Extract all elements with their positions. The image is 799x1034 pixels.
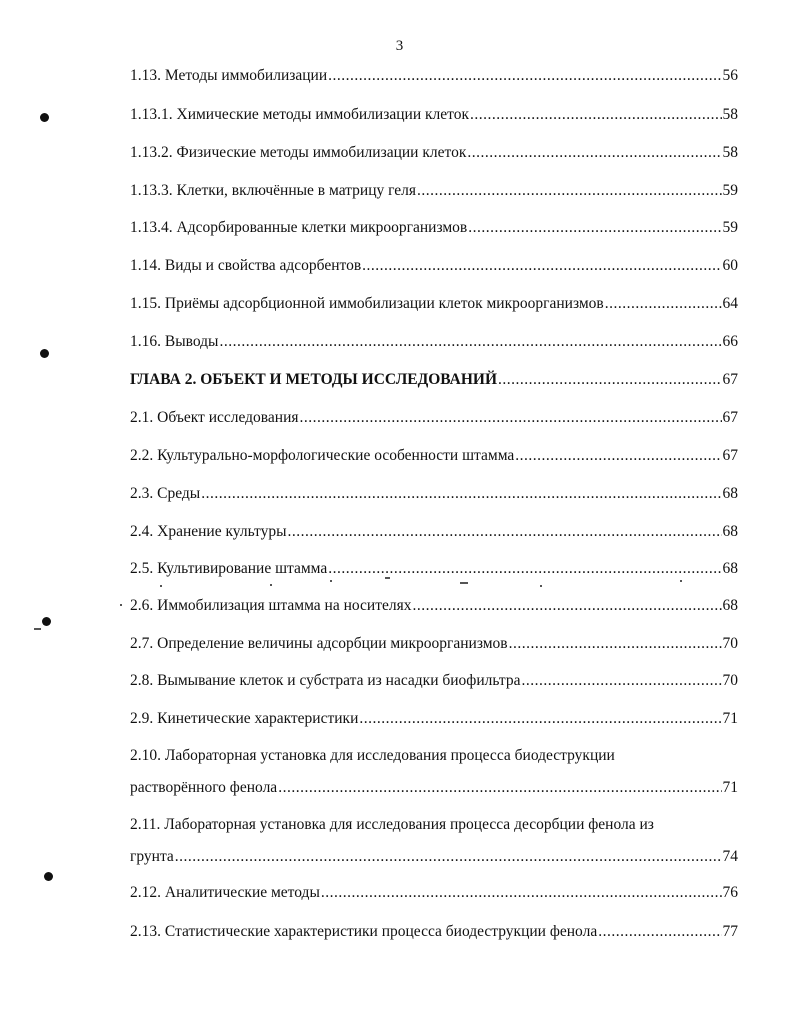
toc-leader-dots (201, 484, 721, 504)
toc-entry-label: 2.6. Иммобилизация штамма на носителях (130, 597, 412, 614)
toc-entry-2-3 (130, 484, 738, 504)
toc-entry-1-13 (130, 66, 738, 86)
toc-entry-label: 1.15. Приёмы адсорбционной иммобилизации клеток микроорганизмов (130, 295, 604, 312)
toc-entry-label: 2.1. Объект исследования (130, 409, 299, 426)
toc-entry-label: 2.12. Аналитические методы (130, 884, 320, 901)
toc-leader-dots (328, 559, 721, 579)
toc-entry-2-5 (130, 559, 738, 579)
toc-entry-page: 59 (722, 219, 738, 236)
toc-entry-page: 60 (722, 257, 738, 274)
toc-entry-page: 67 (722, 371, 738, 388)
toc-entry-page: 76 (722, 884, 738, 901)
toc-entry-2-2 (130, 446, 738, 466)
toc-entry-label: 1.16. Выводы (130, 333, 219, 350)
toc-entry-label-line2: грунта (130, 848, 174, 865)
toc-entry-1-13-2 (130, 143, 738, 163)
toc-entry-label-line2: растворённого фенола (130, 779, 278, 796)
scan-speck (460, 582, 468, 584)
toc-entry-page: 70 (722, 635, 738, 652)
toc-leader-dots (278, 778, 721, 798)
scan-speck (540, 585, 542, 587)
toc-entry-label: 1.13.2. Физические методы иммобилизации клеток (130, 144, 467, 161)
page-number: 3 (395, 38, 404, 54)
toc-entry-2-7 (130, 634, 738, 654)
toc-entry-page: 68 (722, 523, 738, 540)
toc-leader-dots (521, 671, 721, 691)
toc-entry-line2 (130, 778, 738, 798)
toc-entry-label: 1.13.3. Клетки, включённые в матрицу геля (130, 182, 417, 199)
toc-entry-page: 67 (722, 447, 738, 464)
toc-entry-2-11 (130, 815, 738, 867)
toc-leader-dots (359, 709, 721, 729)
toc-leader-dots (498, 370, 721, 390)
toc-entry-label: 2.7. Определение величины адсорбции микроорганизмов (130, 635, 508, 652)
toc-entry-page: 58 (722, 106, 738, 123)
toc-entry-label: 1.13. Методы иммобилизации (130, 67, 328, 84)
toc-leader-dots (515, 446, 721, 466)
binder-hole-mark (40, 349, 49, 358)
scan-speck (270, 584, 272, 586)
toc-entry-page: 59 (722, 182, 738, 199)
toc-entry-1-15 (130, 294, 738, 314)
toc-entry-label: 1.13.4. Адсорбированные клетки микроорганизмов (130, 219, 468, 236)
toc-entry-page: 68 (722, 485, 738, 502)
toc-entry-1-13-3 (130, 181, 738, 201)
toc-entry-page: 71 (722, 710, 738, 727)
toc-entry-page: 64 (722, 295, 738, 312)
scan-speck (680, 580, 682, 582)
toc-entry-page: 70 (722, 672, 738, 689)
scan-speck (160, 585, 162, 587)
toc-entry-2-9 (130, 709, 738, 729)
toc-entry-2-4 (130, 522, 738, 542)
scan-speck (330, 580, 332, 582)
toc-entry-page: 71 (722, 779, 738, 796)
toc-entry-1-16 (130, 332, 738, 352)
toc-leader-dots (175, 847, 722, 867)
toc-entry-label: 2.3. Среды (130, 485, 201, 502)
toc-entry-label-line1: 2.11. Лабораторная установка для исследования процесса десорбции фенола из (130, 816, 654, 833)
toc-entry-2-13 (130, 922, 738, 942)
scan-speck (385, 577, 390, 579)
toc-leader-dots (598, 922, 721, 942)
scan-speck (120, 604, 122, 606)
binder-hole-mark (42, 617, 51, 626)
toc-leader-dots (328, 66, 721, 86)
binder-hole-mark (40, 113, 49, 122)
toc-entry-2-10 (130, 746, 738, 798)
toc-entry-1-13-1 (130, 105, 738, 125)
toc-leader-dots (605, 294, 722, 314)
toc-entry-page: 56 (722, 67, 738, 84)
toc-entry-1-14 (130, 256, 738, 276)
toc-entry-page: 66 (722, 333, 738, 350)
scan-speck (34, 628, 41, 630)
toc-entry-page: 77 (722, 923, 738, 940)
toc-entry-line2 (130, 847, 738, 867)
toc-leader-dots (509, 634, 722, 654)
toc-leader-dots (467, 143, 721, 163)
toc-entry-label: 2.5. Культивирование штамма (130, 560, 328, 577)
toc-chapter-label: ГЛАВА 2. ОБЪЕКТ И МЕТОДЫ ИССЛЕДОВАНИЙ (130, 371, 498, 388)
toc-entry-1-13-4 (130, 218, 738, 238)
toc-entry-label: 1.14. Виды и свойства адсорбентов (130, 257, 362, 274)
toc-entry-page: 68 (722, 560, 738, 577)
toc-entry-2-1 (130, 408, 738, 428)
toc-entry-page: 67 (722, 409, 738, 426)
toc-leader-dots (470, 105, 722, 125)
toc-entry-label-line1: 2.10. Лабораторная установка для исследования процесса биодеструкции (130, 747, 615, 764)
toc-entry-label: 1.13.1. Химические методы иммобилизации клеток (130, 106, 469, 123)
toc-leader-dots (300, 408, 722, 428)
toc-leader-dots (362, 256, 721, 276)
toc-entry-label: 2.2. Культурально-морфологические особенности штамма (130, 447, 515, 464)
toc-chapter-2 (130, 370, 738, 390)
toc-entry-label: 2.4. Хранение культуры (130, 523, 287, 540)
toc-leader-dots (468, 218, 721, 238)
toc-leader-dots (288, 522, 722, 542)
toc-leader-dots (417, 181, 721, 201)
toc-entry-page: 74 (722, 848, 738, 865)
toc-leader-dots (412, 596, 721, 616)
toc-entry-page: 58 (722, 144, 738, 161)
toc-entry-2-8 (130, 671, 738, 691)
toc-entry-label: 2.13. Статистические характеристики процесса биодеструкции фенола (130, 923, 598, 940)
toc-entry-label: 2.9. Кинетические характеристики (130, 710, 359, 727)
toc-entry-label: 2.8. Вымывание клеток и субстрата из насадки биофильтра (130, 672, 521, 689)
toc-entry-2-6 (130, 596, 738, 616)
toc-entry-page: 68 (722, 597, 738, 614)
toc-leader-dots (321, 883, 722, 903)
binder-hole-mark (44, 872, 53, 881)
toc-leader-dots (219, 332, 721, 352)
toc-entry-2-12 (130, 883, 738, 903)
